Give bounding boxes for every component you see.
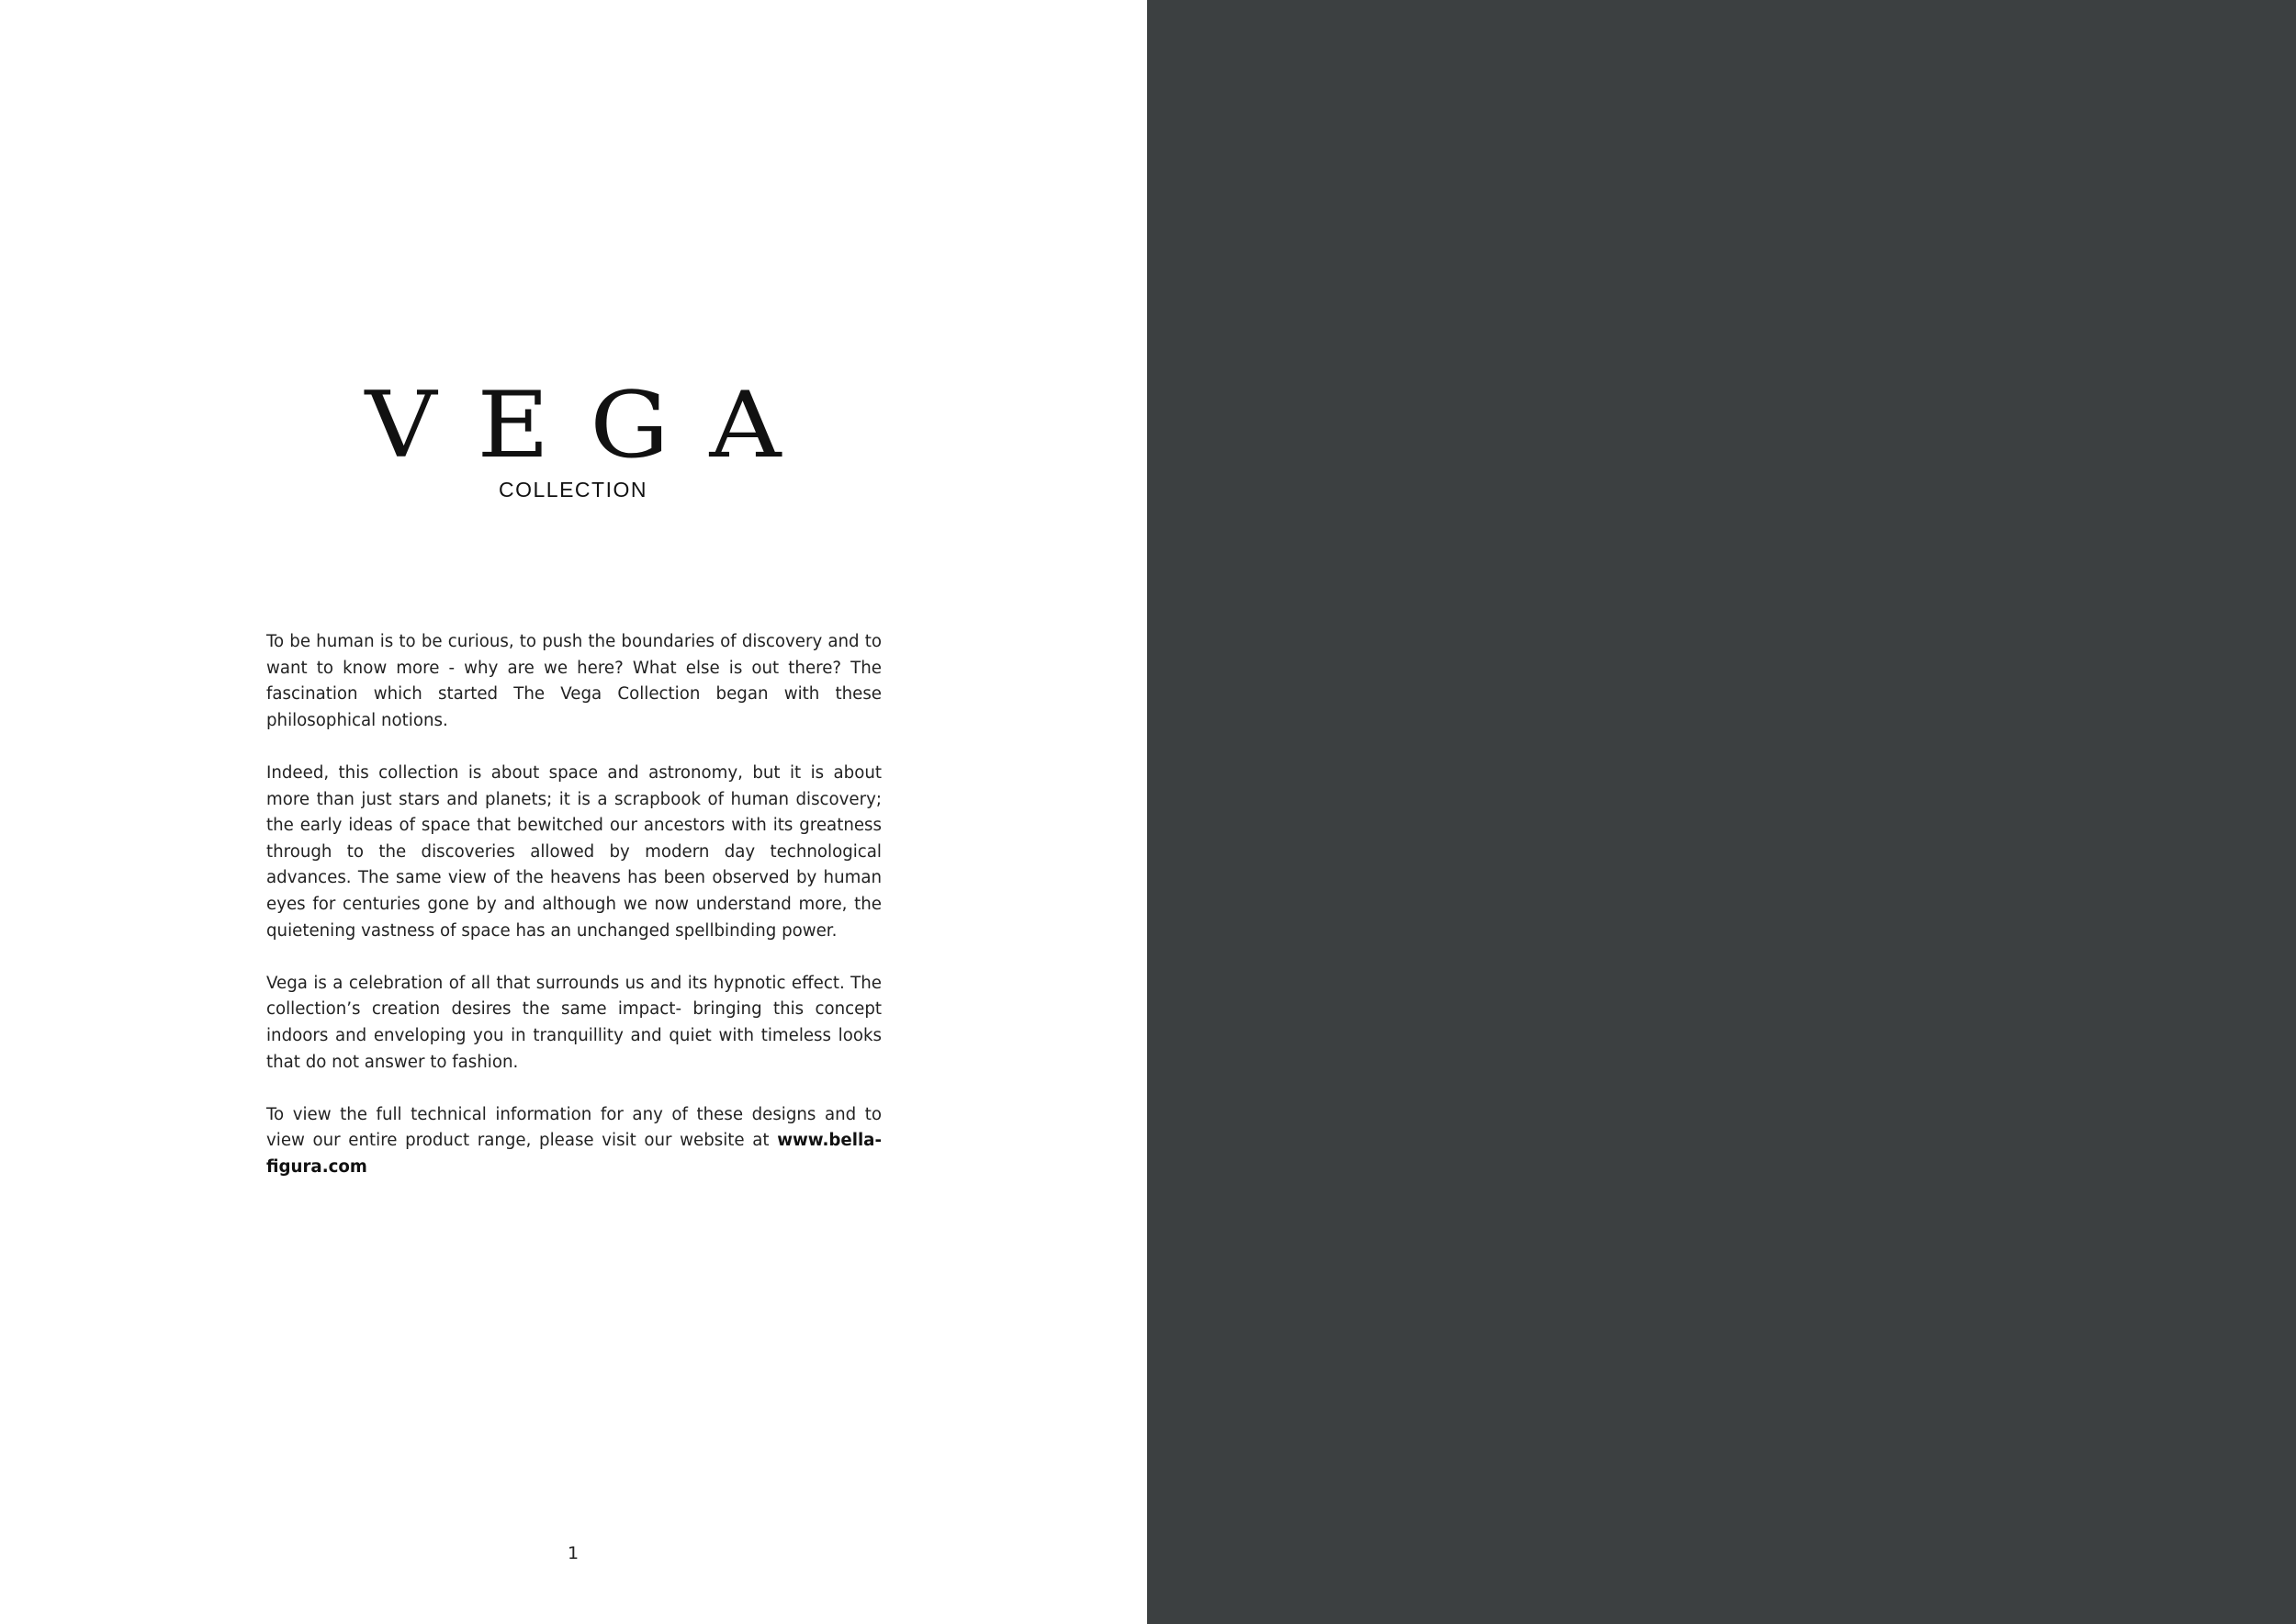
logo-title: VEGA bbox=[365, 373, 822, 479]
paragraph-2: Indeed, this collection is about space and astronomy, but it is about more than just stars and planets; it is a scrapbook of human discovery; the early ideas of space that bewitched our ancestors with its greatness through to the discoveries allowed by modern day technological advances. The same view of the heavens has been observed by human eyes for centuries gone by and although we now understand more, the quietening vastness of space has an unchanged spellbinding power. bbox=[266, 762, 882, 941]
intro-text bbox=[266, 629, 882, 1207]
right-page-dark-panel bbox=[1147, 0, 2296, 1624]
left-page bbox=[0, 0, 1146, 1624]
website-link[interactable]: www.bella-figura.com bbox=[266, 1131, 882, 1177]
paragraph-1: To be human is to be curious, to push the boundaries of discovery and to want to know more - why are we here? What else is out there? The fascination which started The Vega Collection began with these philosophical notions. bbox=[266, 632, 882, 730]
logo-subtitle: COLLECTION bbox=[499, 478, 647, 502]
paragraph-3: Vega is a celebration of all that surrounds us and its hypnotic effect. The collection’s creation desires the same impact- bringing this concept indoors and enveloping you in tranquillity and quiet with timeless looks that do not answer to fashion. bbox=[266, 973, 882, 1072]
vega-collection-logo bbox=[0, 373, 1146, 502]
page-number: 1 bbox=[567, 1543, 580, 1563]
paragraph-4 bbox=[266, 1102, 882, 1181]
closing-text: To view the full technical information for any of these designs and to view our entire product range, please visit our website at bbox=[266, 1104, 882, 1151]
